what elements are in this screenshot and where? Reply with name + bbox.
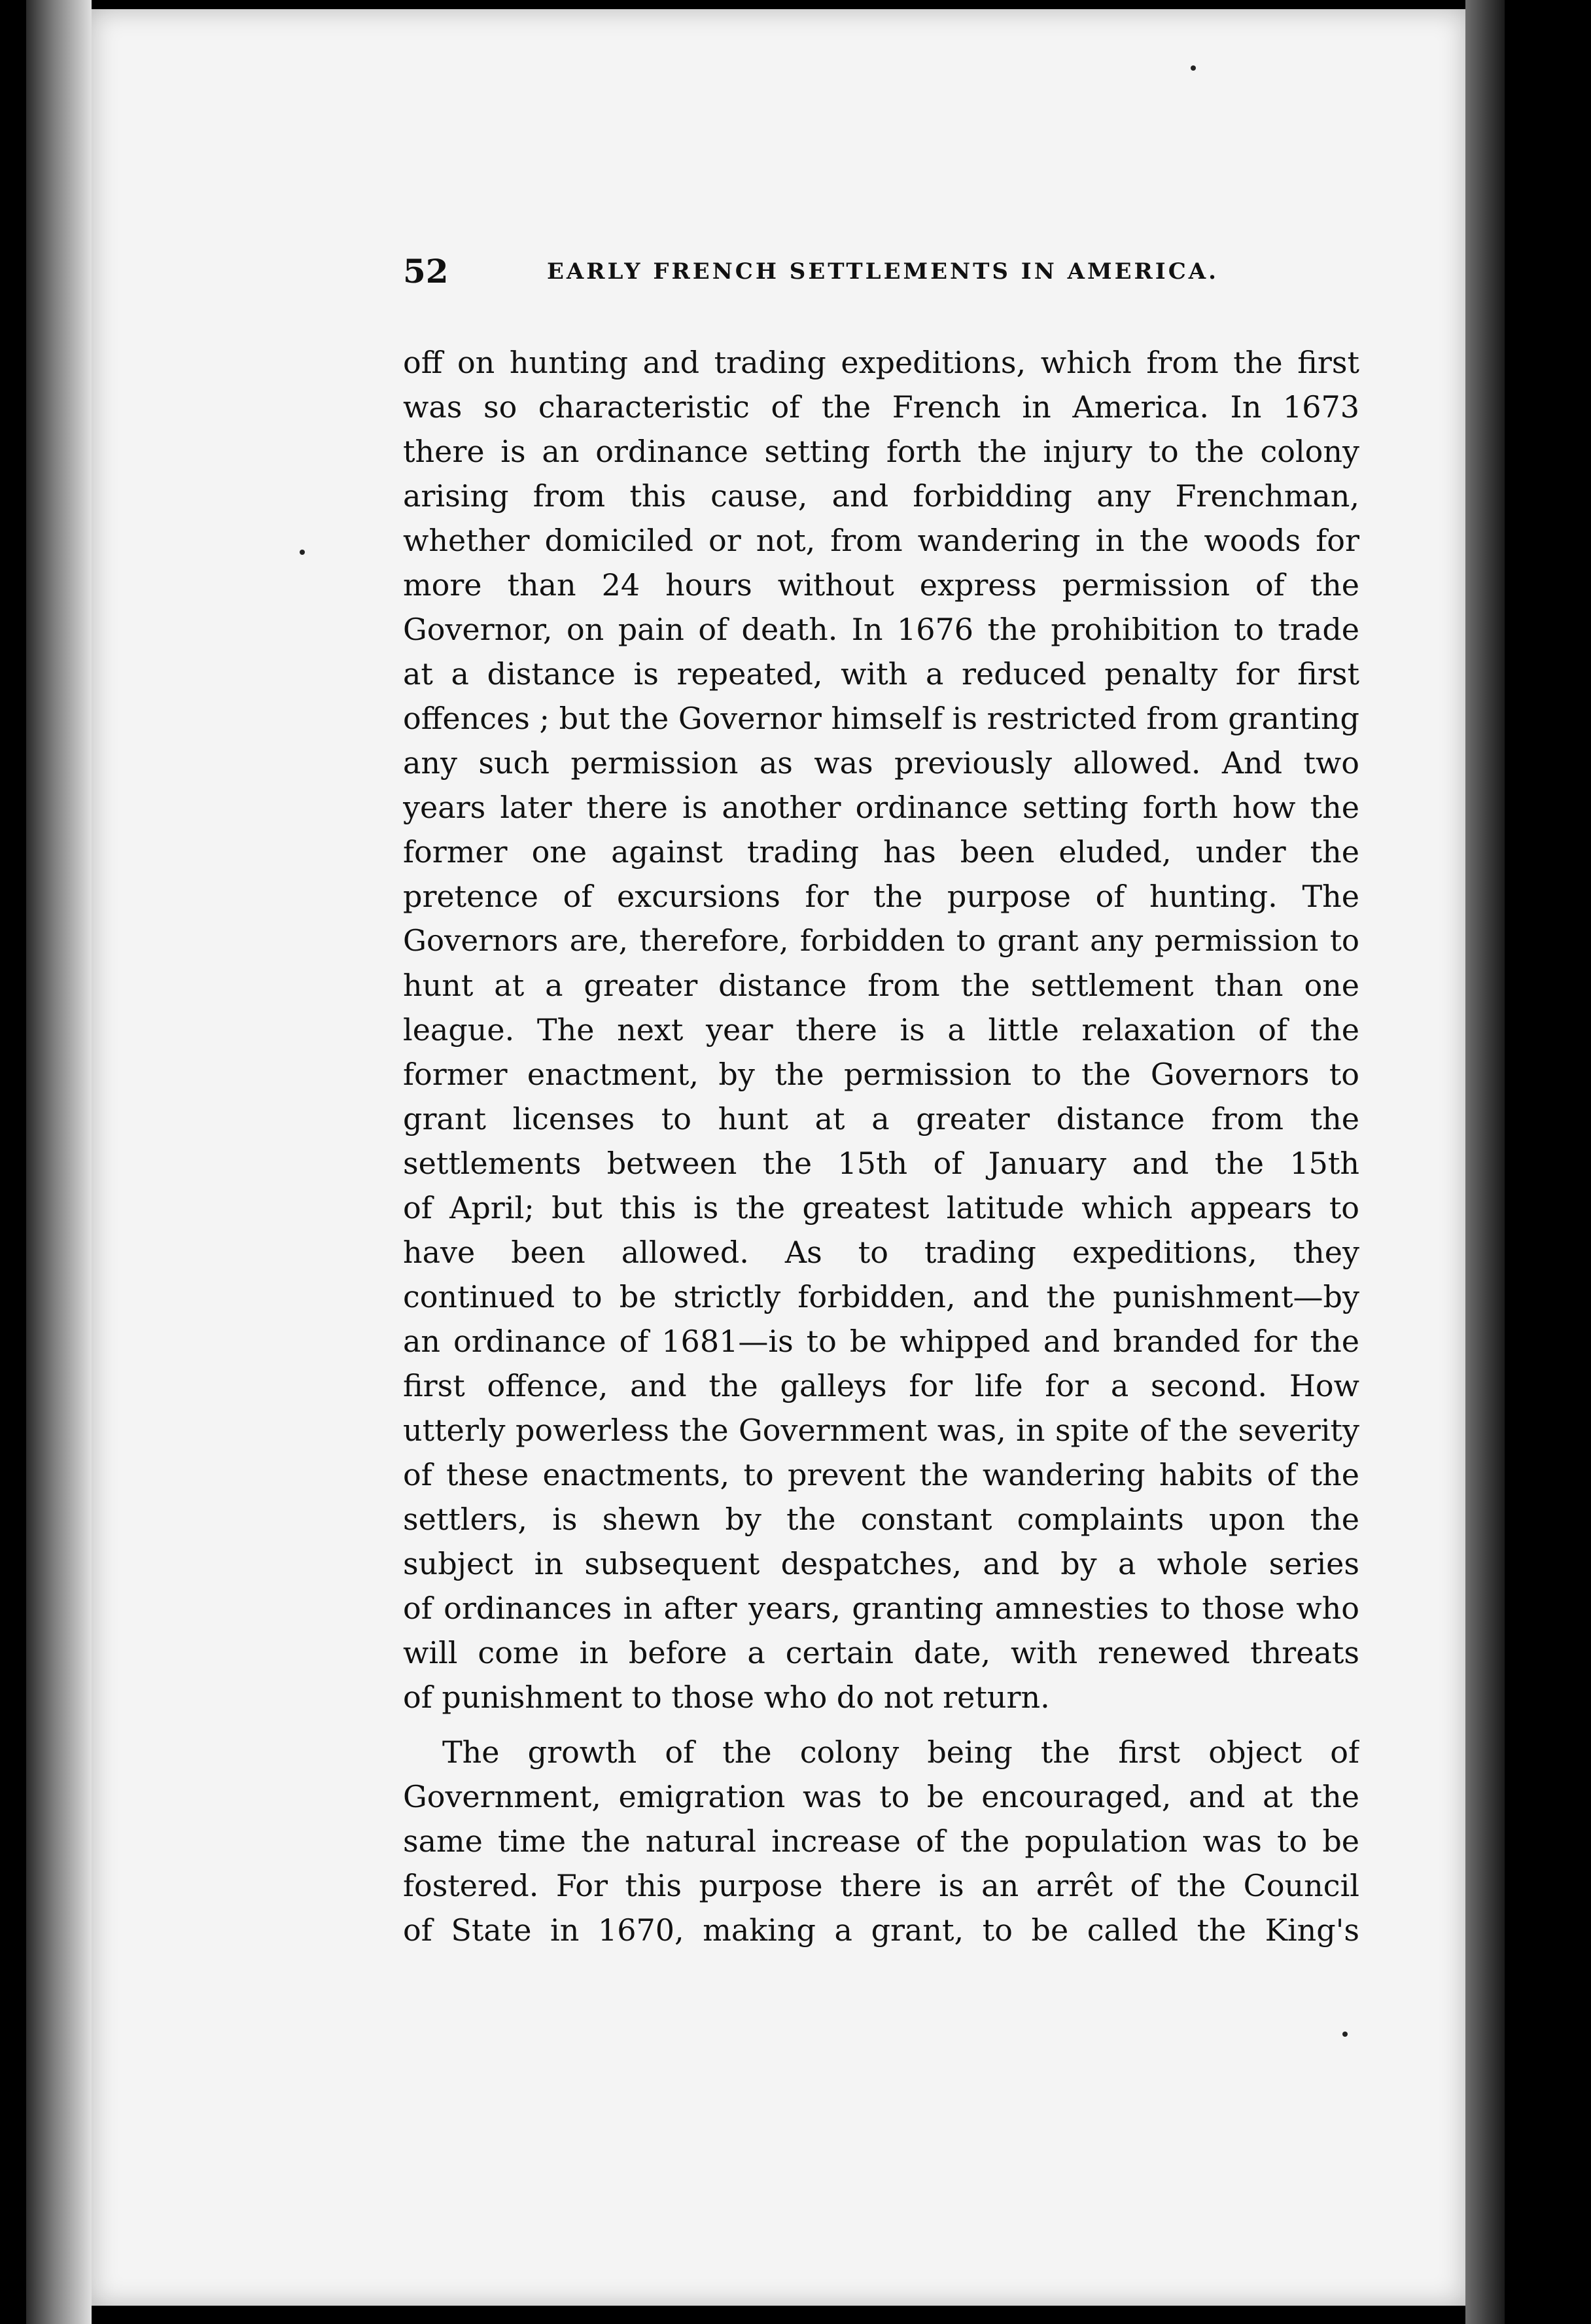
text-line: former one against trading has been eluded, under the [403,834,1359,870]
text-line: first offence, and the galleys for life for a second. How [403,1368,1359,1403]
text-line: subject in subsequent despatches, and by a whole series [403,1546,1359,1581]
text-line: settlers, is shewn by the constant complaints upon the [403,1502,1359,1537]
paragraph-gap [403,1719,1359,1730]
book-edge-shadow [1465,0,1505,2324]
page-number: 52 [403,252,449,290]
text-line: was so characteristic of the French in America. In 1673 [403,389,1359,425]
text-line: hunt at a greater distance from the settlement than one [403,968,1359,1003]
text-line: grant licenses to hunt at a greater distance from the [403,1101,1359,1136]
text-line: off on hunting and trading expeditions, which from the first [403,345,1359,380]
text-line: of April; but this is the greatest latitude which appears to [403,1190,1359,1225]
text-line: The growth of the colony being the first object of [442,1734,1359,1770]
text-line: have been allowed. As to trading expeditions, they [403,1235,1359,1270]
text-line: at a distance is repeated, with a reduced penalty for first [403,656,1359,692]
text-line: Governors are, therefore, forbidden to grant any permission to [403,923,1359,958]
text-line: of punishment to those who do not return. [403,1680,1050,1715]
book-gutter-shadow [26,0,92,2324]
text-line: continued to be strictly forbidden, and the punishment—by [403,1279,1359,1314]
text-line: arising from this cause, and forbidding any Frenchman, [403,478,1359,514]
text-line: settlements between the 15th of January and the 15th [403,1146,1359,1181]
text-line: of ordinances in after years, granting amnesties to those who [403,1591,1359,1626]
text-line: Governor, on pain of death. In 1676 the prohibition to trade [403,612,1359,647]
text-line: any such permission as was previously allowed. And two [403,745,1359,781]
text-line: utterly powerless the Government was, in spite of the severity [403,1413,1359,1448]
dust-speck [1191,65,1196,71]
body-text [403,340,1359,1952]
text-line: of State in 1670, making a grant, to be called the King's [403,1912,1359,1948]
text-line: offences ; but the Governor himself is restricted from granting [403,701,1359,736]
text-line: fostered. For this purpose there is an arrêt of the Council [403,1868,1359,1903]
text-line: there is an ordinance setting forth the injury to the colony [403,434,1359,469]
text-line: pretence of excursions for the purpose of hunting. The [403,879,1359,914]
running-head: EARLY FRENCH SETTLEMENTS IN AMERICA. [547,258,1219,285]
text-line: an ordinance of 1681—is to be whipped and branded for the [403,1324,1359,1359]
text-line: same time the natural increase of the population was to be [403,1823,1359,1859]
text-line: Government, emigration was to be encouraged, and at the [403,1779,1359,1814]
text-line: league. The next year there is a little relaxation of the [403,1012,1359,1048]
text-line: more than 24 hours without express permission of the [403,567,1359,603]
text-line: will come in before a certain date, with renewed threats [403,1635,1359,1670]
text-line: of these enactments, to prevent the wandering habits of the [403,1457,1359,1492]
text-line: whether domiciled or not, from wandering in the woods for [403,523,1359,558]
text-line: years later there is another ordinance setting forth how the [403,790,1359,825]
page-header [403,252,1358,291]
paragraph [403,1730,1359,1952]
dust-speck [1342,2032,1348,2037]
dust-speck [300,550,305,555]
paragraph [403,340,1359,1719]
text-line: former enactment, by the permission to the Governors to [403,1057,1359,1092]
